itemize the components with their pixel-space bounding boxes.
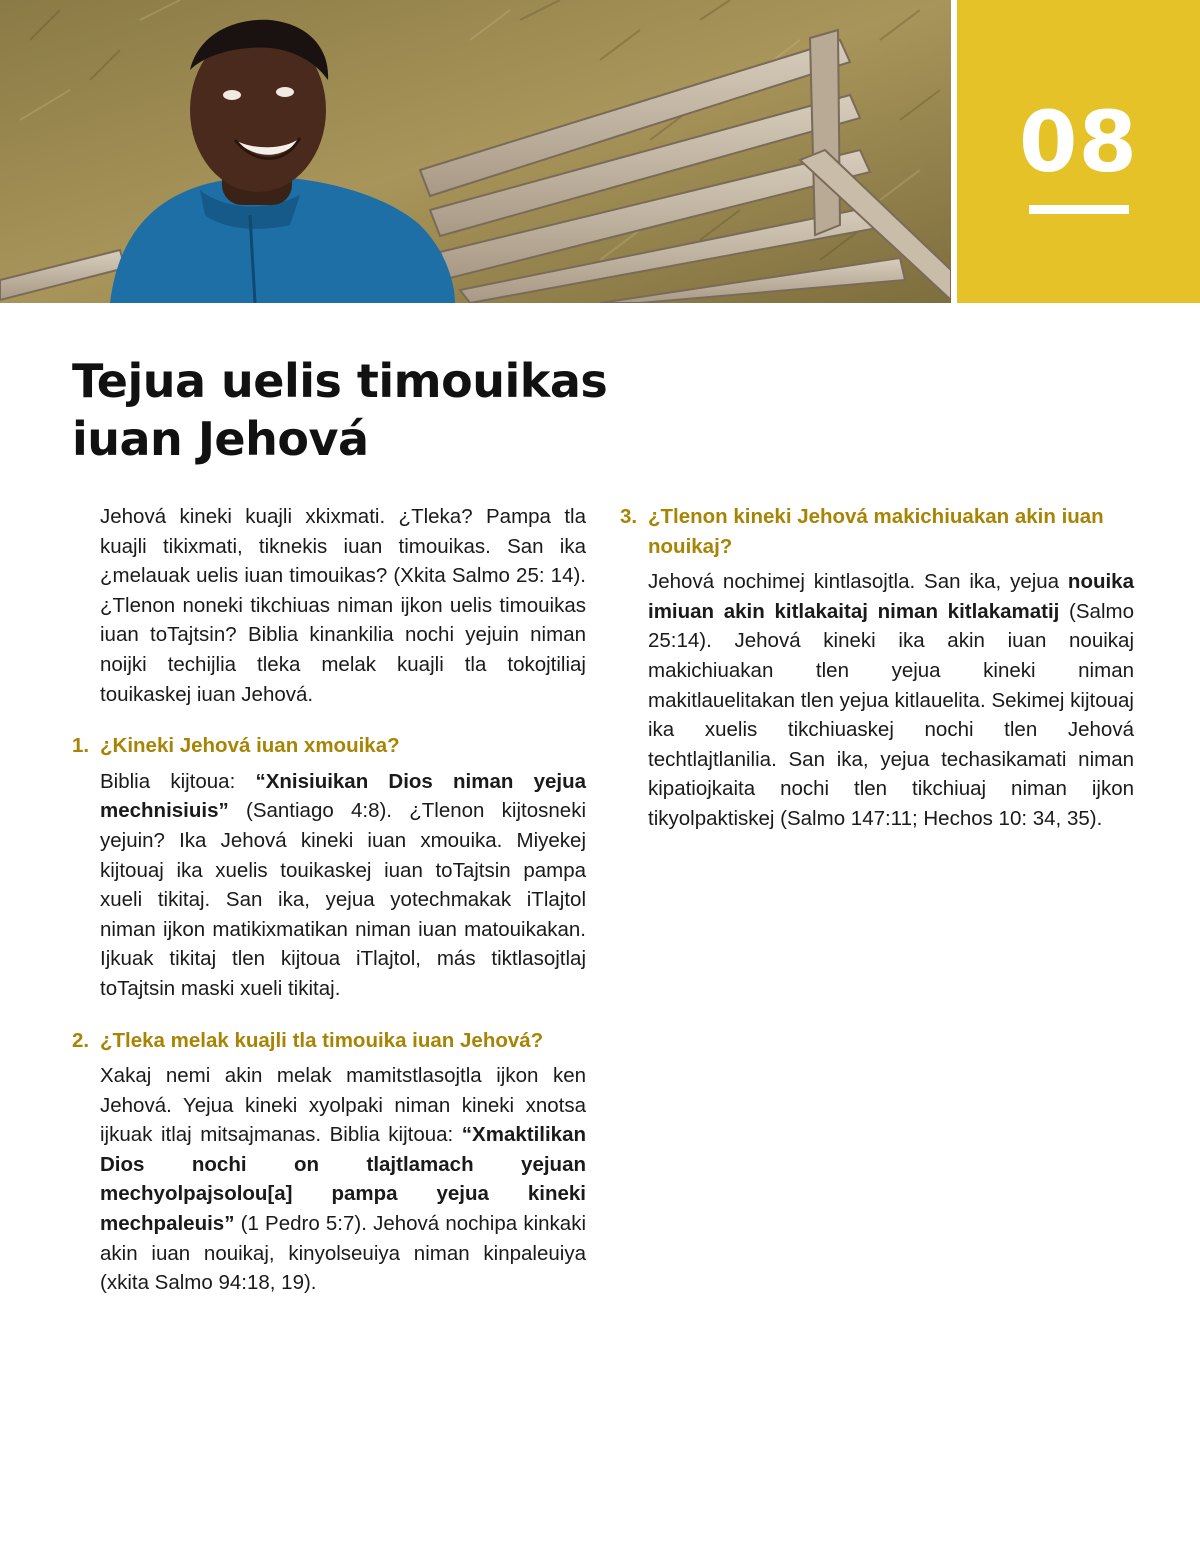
smiling-man-bench-image <box>0 0 951 303</box>
answer-2-quote: “Xmaktilikan Dios nochi on tlajtlamach yejuan mechyolpajsolou[a] pampa yejua kineki mechpaleuis” <box>100 1123 586 1236</box>
right-column <box>620 502 1134 834</box>
lesson-number-badge <box>957 0 1200 303</box>
answer-1-paragraph <box>72 767 586 1004</box>
badge-underline <box>1029 205 1129 214</box>
answer-1-rest: (Santiago 4:8). ¿Tlenon kijtosneki yejuin? Ika Jehová kineki iuan xmouika. Miyekej kijtouaj ika xuelis touikaskej iuan toTajtsin pampa xueli tikitaj. San ika, yejua yotechmakak iTlajtol niman ijkon matikixmatikan niman iuan matouikakan. Ijkuak tikitaj tlen kijtoua iTlajtol, más tiktlasojtlaj toTajtsin maski xueli tikitaj. <box>100 799 586 1000</box>
answer-2-paragraph <box>72 1061 586 1298</box>
question-1-number: 1. <box>72 734 90 758</box>
question-1-text: ¿Kineki Jehová iuan xmouika? <box>100 734 400 758</box>
lesson-number: 08 <box>1019 93 1138 191</box>
question-1-heading <box>72 731 586 761</box>
header-photo <box>0 0 951 303</box>
question-3-heading <box>620 502 1134 561</box>
header-banner <box>0 0 1200 303</box>
answer-3-rest: (Salmo 25:14). Jehová kineki ika akin iuan nouikaj makichiuakan tlen yejua kineki niman makitlauelitakan tlen yejua kitlauelita. Sekimej kijtouaj ika xuelis tikchiuaskej nochi tlen Jehová techtlajtlanilia. San ika, yejua techasikamati niman kipatiojkaita nochi tlen tikchiuaj niman ijkon tikyolpaktiskej (Salmo 147:11; Hechos 10: 34, 35). <box>648 599 1134 830</box>
answer-2-rest: (1 Pedro 5:7). Jehová nochipa kinkaki akin iuan nouikaj, kinyolseuiya niman kinpaleuiya (xkita Salmo 94:18, 19). <box>100 1212 586 1295</box>
page-title-line-2: iuan Jehová <box>72 412 369 466</box>
page-title-line-1: Tejua uelis timouikas <box>72 354 608 408</box>
answer-3-paragraph <box>620 567 1134 833</box>
page-title <box>72 352 632 468</box>
left-column <box>72 502 586 1298</box>
answer-1-quote: “Xnisiuikan Dios niman yejua mechnisiuis” <box>100 769 586 823</box>
question-3-text: ¿Tlenon kineki Jehová makichiuakan akin iuan nouikaj? <box>648 505 1104 558</box>
answer-3-bold: nouika imiuan akin kitlakaitaj niman kitlakamatij <box>648 570 1134 623</box>
question-2-number: 2. <box>72 1028 90 1052</box>
answer-2-lead: Xakaj nemi akin melak mamitstlasojtla ijkon ken Jehová. Yejua kineki xyolpaki niman kineki xnotsa ijkuak itlaj mitsajmanas. Biblia kijtoua: <box>100 1064 586 1147</box>
question-3-number: 3. <box>620 505 638 528</box>
question-2-heading <box>72 1026 586 1056</box>
answer-3-lead: Jehová nochimej kintlasojtla. San ika, yejua <box>648 570 1068 594</box>
intro-paragraph: Jehová kineki kuajli xkixmati. ¿Tleka? Pampa tla kuajli tikixmati, tiknekis iuan timouikas. San ika ¿melauak uelis iuan timouikas? (Xkita Salmo 25: 14). ¿Tlenon noneki tikchiuas niman ijkon uelis timouikas iuan toTajtsin? Biblia kinankilia nochi yejuin niman noijki techijlia tleka melak kuajli tla tokojtiliaj touikaskej iuan Jehová. <box>100 505 586 706</box>
answer-1-lead: Biblia kijtoua: <box>100 769 256 793</box>
question-2-text: ¿Tleka melak kuajli tla timouika iuan Jehová? <box>100 1028 544 1052</box>
